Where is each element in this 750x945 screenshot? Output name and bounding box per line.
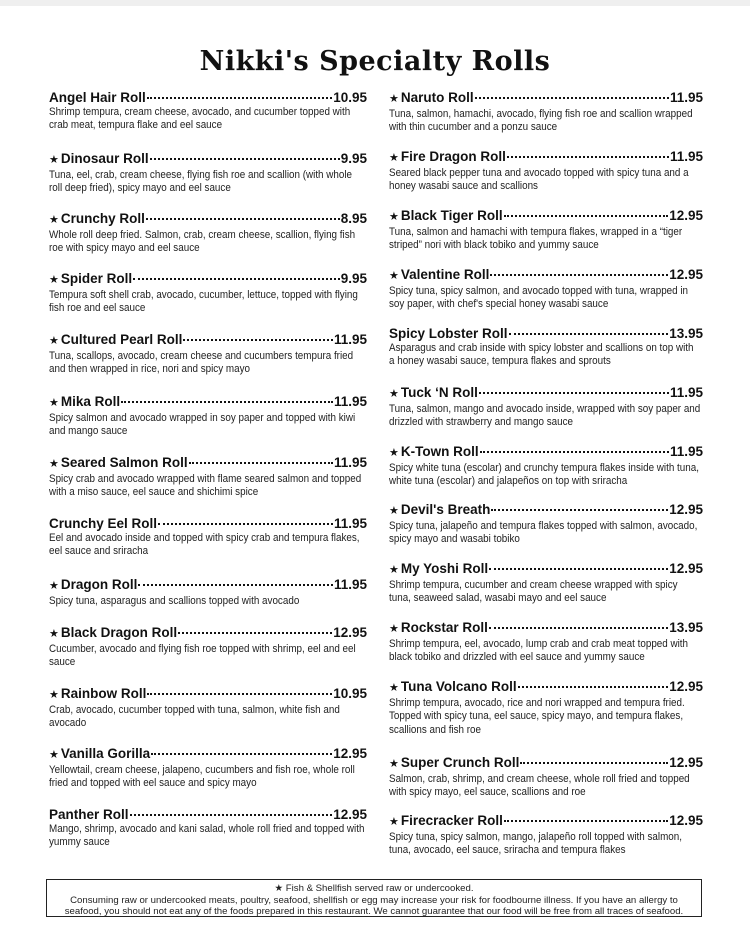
dot-leader	[146, 218, 340, 220]
menu-item	[49, 271, 367, 316]
raw-star-icon: ★	[49, 214, 59, 226]
menu-item	[389, 385, 703, 430]
raw-star-icon: ★	[49, 458, 59, 470]
menu-item-price: 12.95	[669, 679, 703, 694]
menu-item-header	[389, 620, 703, 637]
dot-leader	[158, 523, 333, 525]
menu-item-price: 8.95	[340, 211, 367, 226]
menu-item-header	[389, 326, 703, 341]
menu-item-description: Spicy tuna, spicy salmon, and avocado topped with tuna, wrapped in soy paper, with chef's special honey wasabi sauce	[389, 285, 689, 311]
menu-item-header	[389, 502, 703, 519]
menu-item-header	[49, 394, 367, 411]
menu-item-name: Crunchy Eel Roll	[49, 516, 158, 531]
menu-item-header	[389, 813, 703, 830]
menu-item-price: 11.95	[333, 455, 367, 470]
menu-item	[389, 208, 703, 253]
dot-leader	[489, 568, 668, 570]
menu-item-header	[49, 516, 367, 531]
dot-leader	[507, 156, 669, 158]
menu-item-description: Crab, avocado, cucumber topped with tuna, salmon, white fish and avocado	[49, 704, 340, 730]
menu-item-price: 12.95	[333, 746, 367, 761]
menu-item-price: 11.95	[333, 332, 367, 347]
menu-item	[49, 746, 367, 791]
dot-leader	[189, 462, 333, 464]
dot-leader	[504, 215, 669, 217]
menu-item-header	[49, 686, 367, 703]
menu-item-header	[49, 625, 367, 642]
menu-item-description: Spicy crab and avocado wrapped with flame seared salmon and topped with a miso sauce, eel sauce and shichimi spice	[49, 473, 362, 499]
menu-item-name: Angel Hair Roll	[49, 90, 146, 105]
menu-item-name: Super Crunch Roll	[400, 755, 520, 770]
raw-star-icon: ★	[49, 580, 59, 592]
menu-item-name: Panther Roll	[49, 807, 129, 822]
menu-item	[49, 455, 367, 500]
menu-item-description: Salmon, crab, shrimp, and cream cheese, whole roll fried and topped with spicy mayo, eel sauce, scallions and roe	[389, 773, 690, 799]
menu-item-name: Naruto Roll	[400, 90, 474, 105]
raw-star-icon: ★	[389, 505, 399, 517]
menu-item-header	[49, 151, 367, 168]
menu-item-price: 11.95	[669, 90, 703, 105]
menu-item	[49, 211, 367, 256]
menu-item-price: 12.95	[669, 208, 703, 223]
dot-leader	[480, 451, 669, 453]
menu-item	[49, 807, 367, 850]
raw-star-icon: ★	[389, 211, 399, 223]
menu-item	[389, 267, 703, 312]
menu-item-description: Asparagus and crab inside with spicy lobster and scallions on top with a honey wasabi sauce, tempura flakes and sprouts	[389, 342, 694, 368]
menu-item-name: Cultured Pearl Roll	[60, 332, 183, 347]
menu-item-price: 9.95	[340, 151, 367, 166]
menu-item-price: 12.95	[669, 755, 703, 770]
dot-leader	[130, 814, 333, 816]
menu-item-header	[49, 211, 367, 228]
menu-item-description: Tempura soft shell crab, avocado, cucumber, lettuce, topped with flying fish roe and eel sauce	[49, 289, 358, 315]
dot-leader	[489, 627, 668, 629]
menu-item-name: Fire Dragon Roll	[400, 149, 506, 164]
menu-item-price: 10.95	[333, 90, 367, 105]
menu-item-price: 11.95	[669, 444, 703, 459]
menu-item-price: 12.95	[669, 561, 703, 576]
menu-item-name: K-Town Roll	[400, 444, 479, 459]
menu-item	[49, 686, 367, 731]
menu-title: Nikki's Specialty Rolls	[199, 46, 551, 77]
menu-item-header	[389, 561, 703, 578]
dot-leader	[504, 820, 668, 822]
menu-item-description: Spicy salmon and avocado wrapped in soy paper and topped with kiwi and mango sauce	[49, 412, 356, 438]
menu-item-header	[389, 149, 703, 166]
menu-item-header	[389, 208, 703, 225]
menu-item-name: Rainbow Roll	[60, 686, 147, 701]
menu-item-name: Spicy Lobster Roll	[389, 326, 508, 341]
menu-item-name: Dragon Roll	[60, 577, 138, 592]
menu-item-name: Seared Salmon Roll	[60, 455, 188, 470]
menu-item-description: Whole roll deep fried. Salmon, crab, cream cheese, scallion, flying fish roe with spicy mayo and eel sauce	[49, 229, 356, 255]
menu-item-description: Spicy tuna, asparagus and scallions topped with avocado	[49, 595, 300, 607]
raw-star-icon: ★	[49, 274, 59, 286]
menu-item-price: 11.95	[333, 394, 367, 409]
menu-item-name: Crunchy Roll	[60, 211, 145, 226]
menu-item-description: Shrimp tempura, eel, avocado, lump crab and crab meat topped with black tobiko and drizzled with eel sauce and yummy sauce	[389, 638, 689, 664]
raw-star-icon: ★	[389, 388, 399, 400]
menu-item-header	[49, 90, 367, 105]
menu-item	[389, 149, 703, 194]
raw-star-icon: ★	[49, 154, 59, 166]
menu-item-description: Tuna, eel, crab, cream cheese, flying fish roe and scallion (with whole roll deep fried), spicy mayo and eel sauce	[49, 169, 353, 195]
menu-item-description: Tuna, salmon and hamachi with tempura flakes, wrapped in a “tiger striped” nori with black tobiko and yummy sauce	[389, 226, 683, 252]
menu-item-header	[49, 577, 367, 594]
raw-star-icon: ★	[49, 397, 59, 409]
menu-item-price: 12.95	[669, 502, 703, 517]
menu-item-name: My Yoshi Roll	[400, 561, 489, 576]
menu-item-name: Vanilla Gorilla	[60, 746, 151, 761]
dot-leader	[133, 278, 340, 280]
dot-leader	[138, 584, 333, 586]
disclaimer-line-1: Consuming raw or undercooked meats, poultry, seafood, shellfish or egg may increase your risk for foodbourne illness. If you have an allergy to	[70, 894, 678, 906]
menu-item-description: Spicy tuna, spicy salmon, mango, jalapeño roll topped with salmon, tuna, avocado, eel sauce, sriracha and tempura flakes	[389, 831, 682, 857]
menu-item-price: 11.95	[669, 385, 703, 400]
raw-star-icon: ★	[389, 152, 399, 164]
dot-leader	[475, 97, 669, 99]
menu-item	[49, 90, 367, 133]
menu-item-price: 12.95	[333, 807, 367, 822]
menu-item	[389, 90, 703, 135]
menu-item-header	[389, 444, 703, 461]
menu-item	[389, 444, 703, 489]
dot-leader	[509, 333, 669, 335]
menu-item-name: Tuck ‘N Roll	[400, 385, 478, 400]
menu-item-header	[49, 807, 367, 822]
menu-item	[49, 394, 367, 439]
menu-item-description: Cucumber, avocado and flying fish roe topped with shrimp, eel and eel sauce	[49, 643, 356, 669]
dot-leader	[150, 158, 340, 160]
dot-leader	[147, 97, 332, 99]
menu-item-description: Shrimp tempura, avocado, rice and nori wrapped and tempura fried. Topped with spicy tuna, eel sauce, spicy mayo, and tempura flakes, scallions and fish roe	[389, 697, 685, 736]
raw-star-icon: ★	[49, 689, 59, 701]
raw-star-icon: ★	[49, 749, 59, 761]
raw-star-icon: ★	[389, 93, 399, 105]
menu-item-description: Spicy white tuna (escolar) and crunchy tempura flakes inside with tuna, white tuna (escolar) and jalapeños on top with sriracha	[389, 462, 699, 488]
menu-item-price: 11.95	[333, 577, 367, 592]
dot-leader	[479, 392, 669, 394]
raw-star-icon: ★	[389, 682, 399, 694]
menu-item	[49, 625, 367, 670]
menu-item-header	[49, 332, 367, 349]
menu-item	[389, 620, 703, 665]
dot-leader	[147, 693, 332, 695]
menu-item-header	[389, 755, 703, 772]
menu-item-description: Eel and avocado inside and topped with spicy crab and tempura flakes, eel sauce and sriracha	[49, 532, 360, 558]
menu-item-price: 12.95	[669, 267, 703, 282]
menu-item-price: 11.95	[333, 516, 367, 531]
menu-item-description: Seared black pepper tuna and avocado topped with spicy tuna and a honey wasabi sauce and scallions	[389, 167, 689, 193]
raw-star-icon: ★	[389, 447, 399, 459]
menu-item-description: Shrimp tempura, cucumber and cream cheese wrapped with spicy tuna, seaweed salad, wasabi mayo and eel sauce	[389, 579, 678, 605]
dot-leader	[520, 762, 668, 764]
menu-item-description: Tuna, salmon, hamachi, avocado, flying fish roe and scallion wrapped with thin cucumber and a ponzu sauce	[389, 108, 693, 134]
menu-item	[389, 502, 703, 547]
menu-item-price: 10.95	[333, 686, 367, 701]
menu-item	[389, 679, 703, 737]
top-edge-strip	[0, 0, 750, 6]
raw-food-legend: ★ Fish & Shellfish served raw or undercooked.	[274, 883, 474, 894]
menu-item	[389, 755, 703, 800]
dot-leader	[178, 632, 332, 634]
menu-item-name: Spider Roll	[60, 271, 133, 286]
menu-item	[49, 516, 367, 559]
raw-star-icon: ★	[389, 270, 399, 282]
menu-item-name: Valentine Roll	[400, 267, 490, 282]
menu-item-description: Shrimp tempura, cream cheese, avocado, and cucumber topped with crab meat, tempura flake and eel sauce	[49, 106, 351, 132]
menu-item-name: Dinosaur Roll	[60, 151, 149, 166]
dot-leader	[151, 753, 332, 755]
menu-item	[49, 577, 367, 608]
menu-item	[49, 332, 367, 377]
menu-item-name: Black Tiger Roll	[400, 208, 503, 223]
raw-star-icon: ★	[389, 623, 399, 635]
menu-item-header	[389, 385, 703, 402]
raw-star-icon: ★	[49, 628, 59, 640]
menu-item-header	[389, 90, 703, 107]
menu-item-price: 13.95	[669, 326, 703, 341]
menu-item-header	[49, 271, 367, 288]
menu-item-price: 11.95	[669, 149, 703, 164]
menu-item-description: Tuna, salmon, mango and avocado inside, wrapped with soy paper and drizzled with strawberry and mango sauce	[389, 403, 701, 429]
disclaimer-line-2: seafood, you should not eat any of the foods prepared in this restaurant. We cannot guarantee that our food will be free from all traces of seafood.	[64, 906, 684, 917]
menu-item-name: Tuna Volcano Roll	[400, 679, 517, 694]
menu-item-description: Mango, shrimp, avocado and kani salad, whole roll fried and topped with yummy sauce	[49, 823, 365, 849]
menu-item-header	[49, 455, 367, 472]
raw-star-icon: ★	[389, 564, 399, 576]
menu-item-header	[389, 679, 703, 696]
menu-item-name: Black Dragon Roll	[60, 625, 178, 640]
menu-item-name: Devil's Breath	[400, 502, 491, 517]
menu-item-name: Rockstar Roll	[400, 620, 488, 635]
menu-item	[389, 561, 703, 606]
menu-item-name: Firecracker Roll	[400, 813, 503, 828]
menu-item-header	[389, 267, 703, 284]
menu-item-price: 12.95	[333, 625, 367, 640]
menu-item	[49, 151, 367, 196]
menu-item-price: 12.95	[669, 813, 703, 828]
menu-item-price: 13.95	[669, 620, 703, 635]
dot-leader	[491, 509, 668, 511]
menu-item-name: Mika Roll	[60, 394, 121, 409]
menu-item-description: Spicy tuna, jalapeño and tempura flakes topped with salmon, avocado, spicy mayo and wasabi tobiko	[389, 520, 698, 546]
dot-leader	[121, 401, 333, 403]
dot-leader	[490, 274, 668, 276]
dot-leader	[518, 686, 669, 688]
allergy-disclaimer	[46, 879, 702, 917]
raw-star-icon: ★	[389, 758, 399, 770]
raw-star-icon: ★	[389, 816, 399, 828]
menu-item	[389, 813, 703, 858]
menu-item-description: Yellowtail, cream cheese, jalapeno, cucumbers and fish roe, whole roll fried and topped with eel sauce and spicy mayo	[49, 764, 355, 790]
menu-item-price: 9.95	[340, 271, 367, 286]
raw-star-icon: ★	[49, 335, 59, 347]
menu-item-header	[49, 746, 367, 763]
dot-leader	[183, 339, 333, 341]
menu-item	[389, 326, 703, 369]
menu-item-description: Tuna, scallops, avocado, cream cheese and cucumbers tempura fried and then wrapped in rice, nori and spicy mayo	[49, 350, 354, 376]
